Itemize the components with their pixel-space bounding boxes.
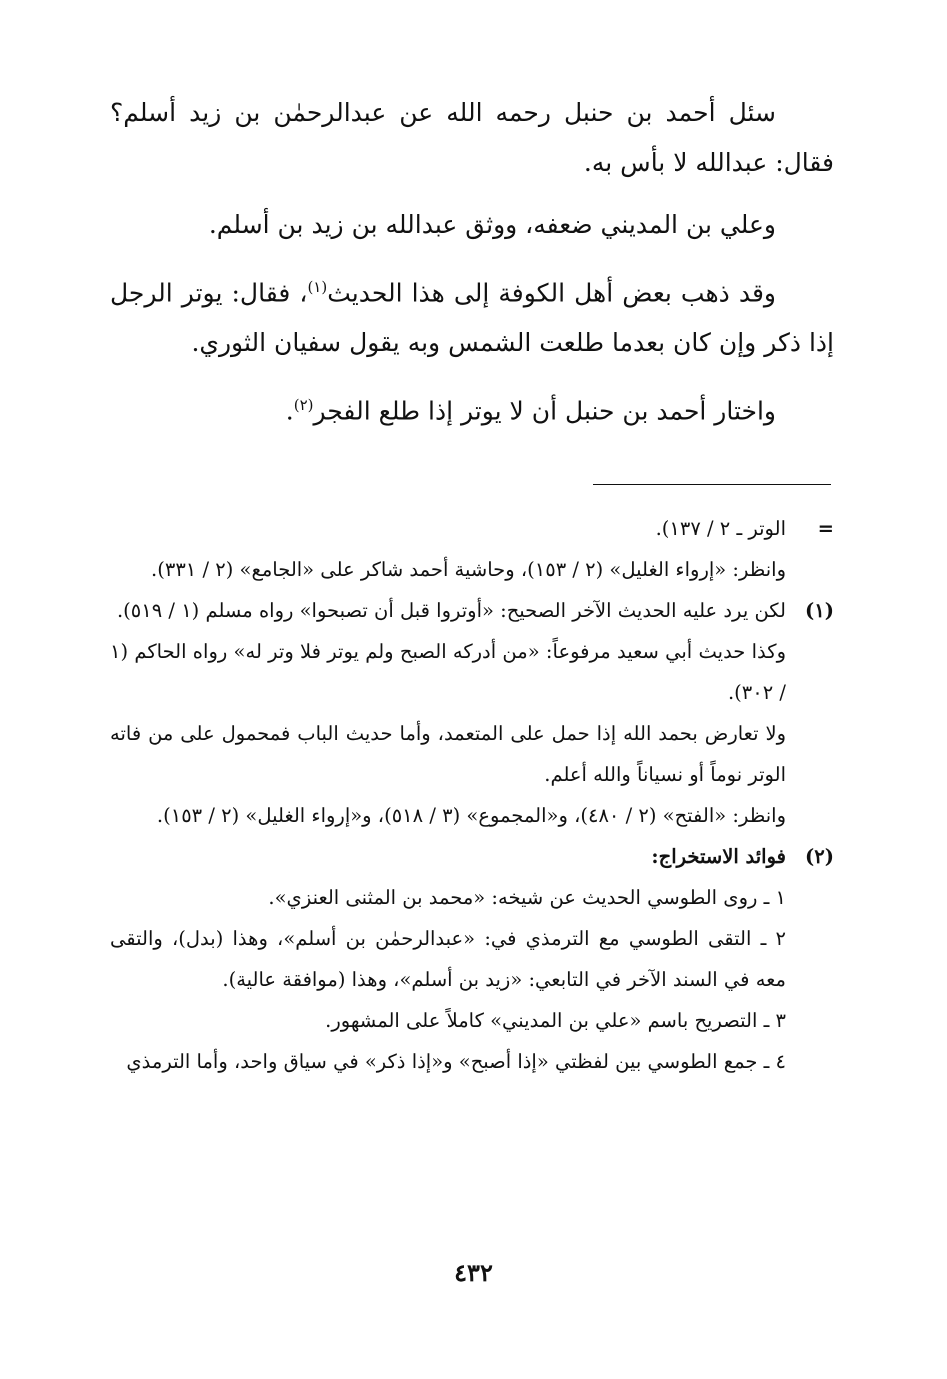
benefit-item: ١ ـ روى الطوسي الحديث عن شيخه: «محمد بن المثنى العنزي». [268, 886, 786, 909]
footnote-1-see-also: وانظر: «الفتح» (٢ / ٤٨٠)، و«المجموع» (٣ / ٥١٨)، و«إرواء الغليل» (٢ / ١٥٣). [156, 804, 786, 827]
text-segment: واختار أحمد بن حنبل أن لا يوتر إذا طلع الفجر [313, 396, 776, 426]
continued-see-also: وانظر: «إرواء الغليل» (٢ / ١٥٣)، وحاشية أحمد شاكر على «الجامع» (٢ / ٣٣١). [151, 558, 786, 581]
benefit-item: ٢ ـ التقى الطوسي مع الترمذي في: «عبدالرحمٰن بن أسلم»، وهذا (بدل)، والتقى معه في السند الآخر في التابعي: «زيد بن أسلم»، وهذا (موافقة عالية). [110, 927, 786, 991]
footnote-2 [110, 836, 834, 877]
paragraph-ahmad-question: سئل أحمد بن حنبل رحمه الله عن عبدالرحمٰن بن زيد أسلم؟ فقال: عبدالله لا بأس به. [110, 98, 834, 177]
footnote-1-reconciliation: ولا تعارض بحمد الله إذا حمل على المتعمد، وأما حديث الباب فمحمول على من فاته الوتر نوماً أو نسياناً والله أعلم. [110, 722, 786, 786]
text-segment: ، فقال: يوتر الرجل إذا ذكر وإن كان بعدما طلعت الشمس وبه يقول سفيان الثوري. [110, 278, 834, 358]
paragraph-ahmad-choice [110, 380, 834, 436]
main-text [110, 88, 834, 437]
benefit-item: ٤ ـ جمع الطوسي بين لفظتي «إذا أصبح» و«إذا ذكر» في سياق واحد، وأما الترمذي [126, 1050, 786, 1073]
page-number: ٤٣٢ [454, 1258, 493, 1287]
benefit-item: ٣ ـ التصريح باسم «علي بن المديني» كاملاً على المشهور. [325, 1009, 786, 1032]
footnote-2-mark: (٢) [805, 845, 834, 868]
footnote-1-text: لكن يرد عليه الحديث الآخر الصحيح: «أوتروا قبل أن تصبحوا» رواه مسلم (١ / ٥١٩). [116, 599, 786, 622]
footnote-1 [110, 590, 834, 631]
footnotes [110, 508, 834, 1082]
paragraph-ali-madini: وعلي بن المديني ضعفه، ووثق عبدالله بن زيد بن أسلم. [208, 210, 776, 239]
text-segment: وقد ذهب بعض أهل الكوفة إلى هذا الحديث [327, 278, 776, 308]
footnote-1-mark: (١) [805, 599, 834, 622]
footnote-1-abu-said: وكذا حديث أبي سعيد مرفوعاً: «من أدركه الصبح ولم يوتر فلا وتر له» رواه الحاكم (١ / ٣٠٢). [110, 640, 786, 704]
footnote-continued [110, 508, 834, 549]
text-segment: . [285, 396, 294, 426]
paragraph-kufa-opinion [110, 262, 834, 368]
continued-line: الوتر ـ ٢ / ١٣٧). [655, 517, 786, 540]
footnote-separator [593, 484, 831, 485]
footnote-2-heading: فوائد الاستخراج: [651, 845, 786, 868]
footnote-ref-2[interactable]: (٢) [293, 396, 314, 415]
continuation-mark: = [817, 517, 834, 540]
footnote-ref-1[interactable]: (١) [307, 278, 328, 296]
